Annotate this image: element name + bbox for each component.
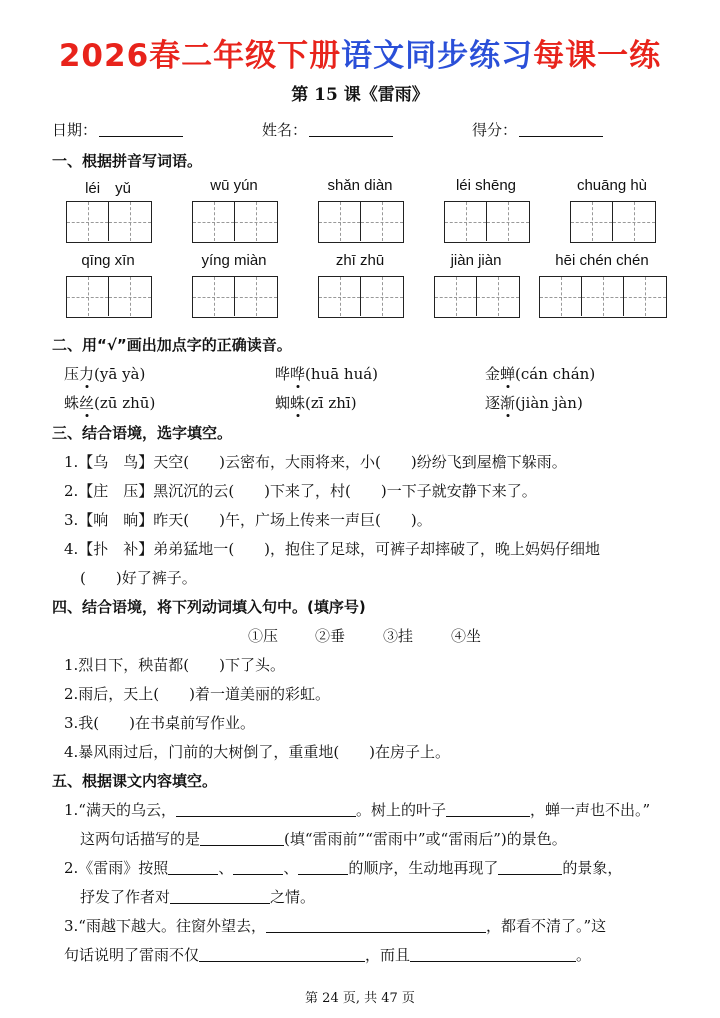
banner-part1: 2026春二年级下册 (58, 38, 342, 74)
writing-grid[interactable] (66, 276, 152, 318)
sec4-line-3: 3.我( )在书桌前写作业。 (64, 714, 256, 732)
answer-blank[interactable] (298, 861, 348, 875)
reading-item-1: 压力(yā yà) (64, 365, 146, 383)
sec5-q1-line1: 1.“满天的乌云， 。树上的叶子 ，蝉一声也不出。” (64, 801, 651, 819)
answer-blank[interactable] (446, 803, 530, 817)
answer-blank[interactable] (176, 803, 356, 817)
sec3-line-2: 2.【庄 压】黑沉沉的云( )下来了，村( )一下子就安静下来了。 (64, 482, 537, 500)
section-5-title: 五、根据课文内容填空。 (52, 772, 218, 790)
name-field (262, 119, 393, 140)
sec3-line-1: 1.【乌 鸟】天空( )云密布，大雨将来，小( )纷纷飞到屋檐下躲雨。 (64, 453, 567, 471)
answer-blank[interactable] (199, 948, 365, 962)
dotted-char: 力 (79, 365, 95, 383)
writing-grid[interactable] (318, 276, 404, 318)
sec5-q2-line2: 抒发了作者对 之情。 (80, 888, 316, 906)
score-field (472, 119, 603, 140)
score-label: 得分： (472, 121, 518, 139)
writing-grid[interactable] (539, 276, 667, 318)
dotted-char: 哗 (290, 365, 306, 383)
name-label: 姓名： (262, 121, 308, 139)
page-footer: 第 24 页, 共 47 页 (305, 991, 415, 1006)
reading-item-6: 逐渐(jiàn jàn) (485, 394, 583, 412)
answer-blank[interactable] (498, 861, 562, 875)
pinyin-10: hēi chén chén (555, 252, 649, 269)
sec3-line-4: 4.【扑 补】弟弟猛地一( )，抱住了足球，可裤子却摔破了，晚上妈妈仔细地 (64, 540, 601, 558)
section-2-title: 二、用“√”画出加点字的正确读音。 (52, 336, 292, 354)
dotted-char: 蛛 (290, 394, 306, 412)
answer-blank[interactable] (200, 832, 284, 846)
pinyin-5: chuāng hù (576, 177, 648, 194)
writing-grid[interactable] (192, 201, 278, 243)
score-blank[interactable] (519, 123, 603, 137)
sec5-q1-line2: 这两句话描写的是 (填“雷雨前”“雷雨中”或“雷雨后”)的景色。 (80, 830, 567, 848)
name-blank[interactable] (309, 123, 393, 137)
pinyin-8: zhī zhū (335, 252, 385, 269)
answer-blank[interactable] (168, 861, 218, 875)
pinyin-3: shǎn diàn (327, 177, 393, 194)
sec3-line-3: 3.【响 晌】昨天( )午，广场上传来一声巨( )。 (64, 511, 432, 529)
lesson-title: 第 15 课《雷雨》 (291, 85, 429, 105)
sec5-q3-line2: 句话说明了雷雨不仅 ，而且 。 (64, 946, 592, 964)
sec4-line-4: 4.暴风雨过后，门前的大树倒了，重重地( )在房子上。 (64, 743, 451, 761)
answer-blank[interactable] (170, 890, 270, 904)
pinyin-7: yíng miàn (201, 252, 267, 269)
writing-grid[interactable] (192, 276, 278, 318)
section-1-title: 一、根据拼音写词语。 (52, 152, 203, 170)
pinyin-6: qīng xīn (81, 252, 135, 269)
answer-blank[interactable] (233, 861, 283, 875)
reading-item-5: 蜘蛛(zī zhī) (275, 394, 357, 412)
dotted-char: 丝 (79, 394, 95, 412)
dotted-char: 渐 (500, 394, 516, 412)
pinyin-2: wū yún (210, 177, 258, 194)
sec4-line-2: 2.雨后，天上( )着一道美丽的彩虹。 (64, 685, 331, 703)
reading-item-3: 金蝉(cán chán) (485, 365, 596, 383)
banner-title (0, 30, 720, 75)
reading-item-4: 蛛丝(zū zhū) (64, 394, 156, 412)
answer-blank[interactable] (410, 948, 576, 962)
pinyin-9: jiàn jiàn (450, 252, 502, 269)
writing-grid[interactable] (318, 201, 404, 243)
date-field (52, 119, 183, 140)
date-label: 日期： (52, 121, 98, 139)
section-3-title: 三、结合语境，选字填空。 (52, 424, 233, 442)
verb-option: ④坐 (451, 627, 482, 645)
verb-option: ③挂 (383, 627, 414, 645)
sec3-line-5: ( )好了裤子。 (80, 569, 197, 587)
banner-part2: 语文同步练习 (341, 38, 534, 74)
writing-grid[interactable] (570, 201, 656, 243)
banner-part3: 每课一练 (533, 38, 662, 74)
sec4-line-1: 1.烈日下，秧苗都( )下了头。 (64, 656, 286, 674)
pinyin-4: léi shēng (455, 177, 517, 194)
writing-grid[interactable] (444, 201, 530, 243)
writing-grid[interactable] (434, 276, 520, 318)
answer-blank[interactable] (266, 919, 486, 933)
verb-option: ②垂 (315, 627, 346, 645)
section-4-title: 四、结合语境，将下列动词填入句中。(填序号) (52, 598, 366, 616)
date-blank[interactable] (99, 123, 183, 137)
reading-item-2: 哗哗(huā huá) (275, 365, 379, 383)
sec5-q3-line1: 3.“雨越下越大。往窗外望去， ，都看不清了。”这 (64, 917, 607, 935)
writing-grid[interactable] (66, 201, 152, 243)
verb-option: ①压 (248, 627, 279, 645)
sec5-q2-line1: 2.《雷雨》按照 、 、 的顺序，生动地再现了 的景象， (64, 859, 623, 877)
dotted-char: 蝉 (500, 365, 516, 383)
pinyin-1: léi yǔ (85, 180, 131, 197)
